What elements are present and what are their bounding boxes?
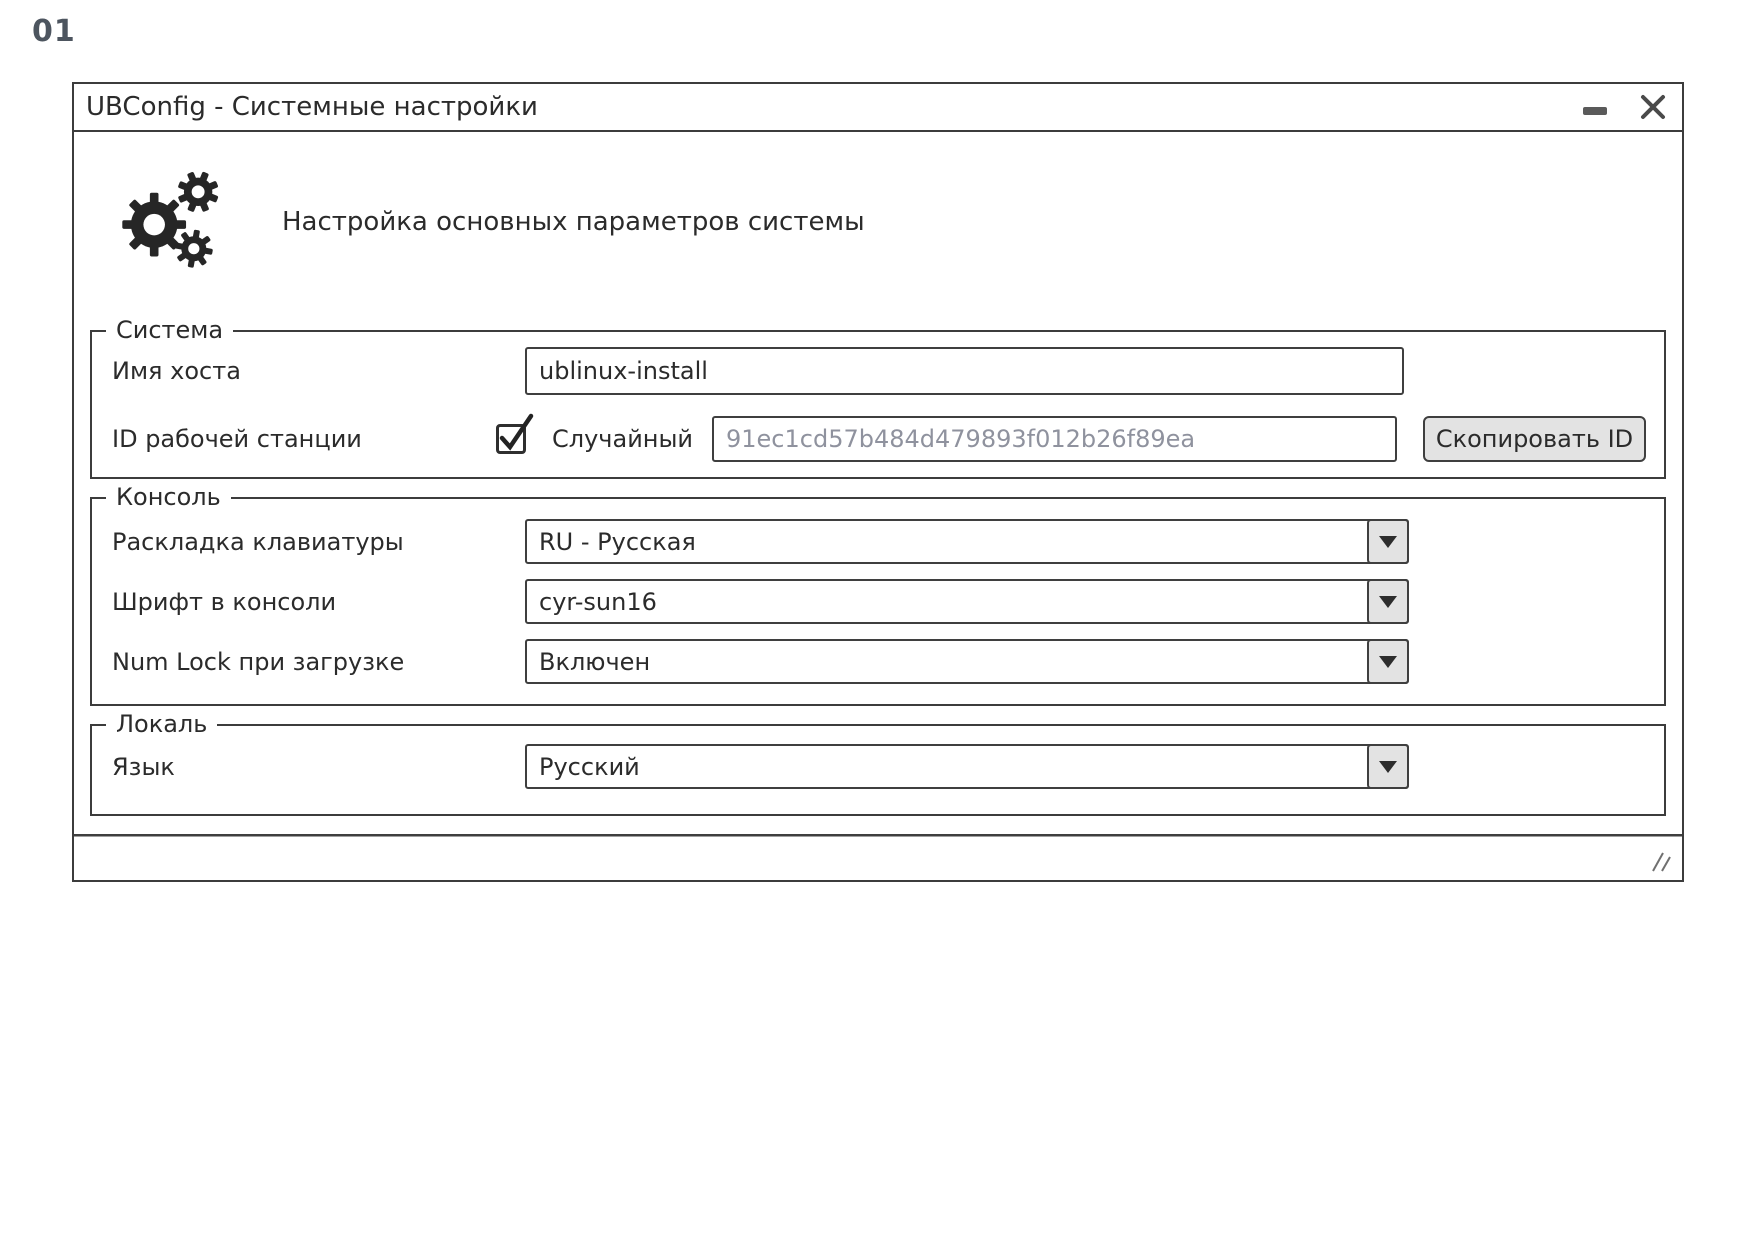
resize-grip-icon[interactable]: [1650, 850, 1674, 874]
numlock-select[interactable]: [525, 639, 1409, 684]
x-icon: [1640, 94, 1666, 120]
chevron-down-icon[interactable]: [1367, 744, 1409, 789]
station-id-row: [112, 416, 1652, 462]
console-font-select[interactable]: [525, 579, 1409, 624]
console-font-value: cyr-sun16: [539, 587, 657, 616]
numlock-value: Включен: [539, 647, 651, 676]
chevron-down-icon[interactable]: [1367, 519, 1409, 564]
hostname-input[interactable]: [525, 347, 1404, 395]
caret-down-icon: [1379, 596, 1397, 608]
copy-id-button[interactable]: Скопировать ID: [1423, 416, 1646, 462]
language-label: Язык: [112, 752, 175, 781]
group-locale: [90, 710, 1666, 816]
check-icon: [497, 414, 533, 454]
header-row: [118, 170, 1666, 274]
figure-label: 01: [32, 14, 76, 49]
keyboard-layout-select[interactable]: [525, 519, 1409, 564]
caret-down-icon: [1379, 656, 1397, 668]
window-content: [74, 132, 1682, 834]
dash-icon: [1583, 107, 1607, 115]
language-row: [112, 744, 1652, 789]
language-select[interactable]: [525, 744, 1409, 789]
numlock-row: [112, 639, 1652, 684]
random-id-checkbox-label: Случайный: [552, 425, 694, 453]
station-id-input[interactable]: [712, 416, 1397, 462]
ubconfig-window: [72, 82, 1684, 882]
group-console: [90, 483, 1666, 706]
keyboard-layout-value: RU - Русская: [539, 527, 696, 556]
caret-down-icon: [1379, 536, 1397, 548]
chevron-down-icon[interactable]: [1367, 579, 1409, 624]
hostname-row: [112, 347, 1652, 395]
group-system-legend: Система: [106, 315, 233, 345]
console-font-row: [112, 579, 1652, 624]
title-bar: [74, 84, 1682, 132]
hostname-label: Имя хоста: [112, 357, 241, 385]
page-description: Настройка основных параметров системы: [282, 207, 865, 237]
chevron-down-icon[interactable]: [1367, 639, 1409, 684]
keyboard-layout-row: [112, 519, 1652, 564]
caret-down-icon: [1379, 761, 1397, 773]
group-system: [90, 316, 1666, 479]
group-console-legend: Консоль: [106, 482, 231, 512]
numlock-label: Num Lock при загрузке: [112, 647, 405, 676]
keyboard-layout-label: Раскладка клавиатуры: [112, 527, 404, 556]
status-bar: [74, 834, 1682, 880]
language-value: Русский: [539, 752, 640, 781]
close-button[interactable]: [1639, 93, 1667, 121]
console-font-label: Шрифт в консоли: [112, 587, 337, 616]
minimize-button[interactable]: [1583, 96, 1609, 118]
window-title: UBConfig - Системные настройки: [86, 92, 538, 122]
random-id-checkbox[interactable]: [496, 424, 526, 454]
station-id-label: ID рабочей станции: [112, 425, 362, 453]
group-locale-legend: Локаль: [106, 709, 217, 739]
gears-icon: [118, 166, 230, 278]
